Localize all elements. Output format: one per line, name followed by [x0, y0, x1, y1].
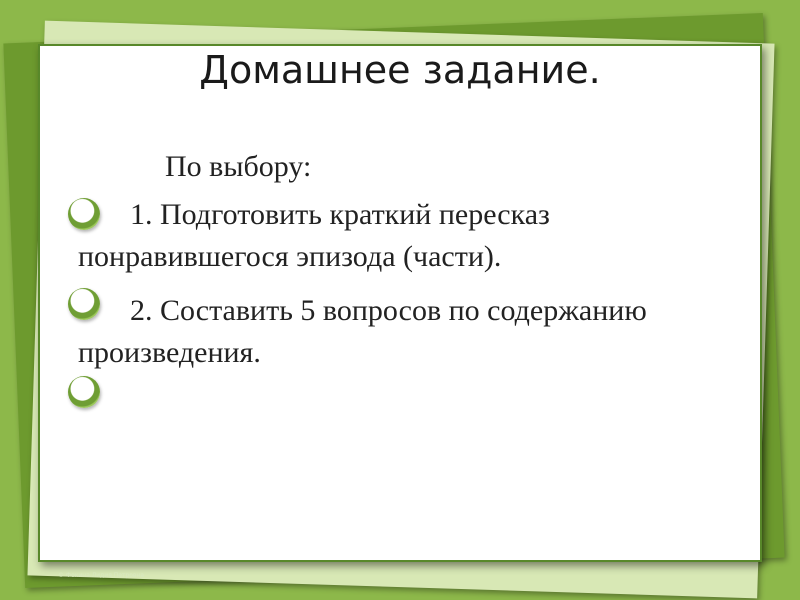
- bullet-circle-icon: [68, 376, 100, 408]
- slide-title: Домашнее задание.: [199, 48, 601, 92]
- item-number: 1.: [130, 198, 153, 231]
- list-item: [78, 290, 758, 374]
- item-number: 2.: [130, 294, 153, 327]
- item-text: Составить 5 вопросов по содержанию произведения.: [78, 294, 647, 369]
- item-text: Подготовить краткий пересказ понравившегося эпизода (части).: [78, 198, 550, 273]
- footer-credit: © Фокина Лидия Петровна: [58, 572, 145, 579]
- list-item: [78, 194, 738, 278]
- intro-text: По выбору:: [165, 150, 312, 183]
